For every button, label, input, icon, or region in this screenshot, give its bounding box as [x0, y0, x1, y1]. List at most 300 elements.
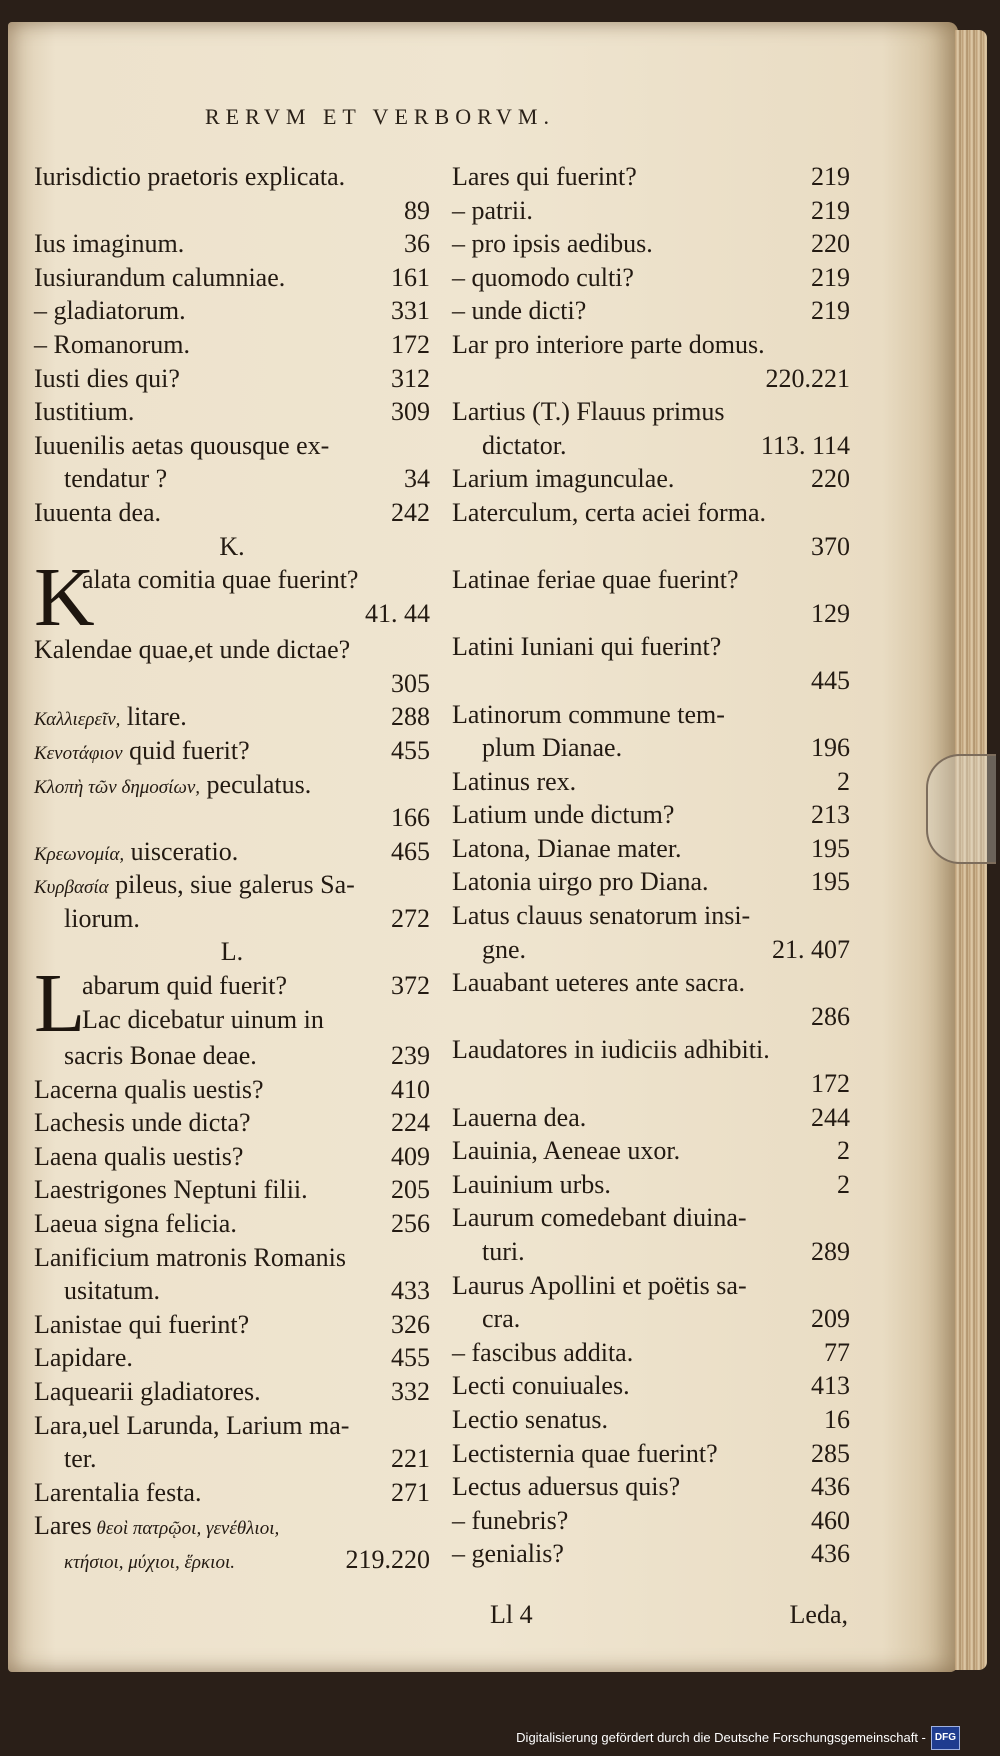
latin-term: Iusiurandum calumniae.: [34, 262, 286, 292]
entry-text: [452, 1134, 680, 1168]
latin-term: Iustitium.: [34, 397, 135, 427]
entry-text: [452, 1437, 718, 1471]
index-column-right: [452, 160, 850, 1571]
entry-text: [452, 630, 721, 664]
page-reference: 445: [811, 665, 850, 695]
entry-text: [452, 328, 765, 362]
index-entry: [82, 969, 430, 1003]
latin-term: Larentalia festa.: [34, 1477, 202, 1507]
entry-text: [34, 362, 180, 396]
page-reference: 331: [391, 296, 430, 326]
index-entry: [452, 1470, 850, 1504]
entry-text: [34, 1140, 243, 1174]
entry-text: [64, 1442, 97, 1476]
entry-text: [452, 1336, 633, 1370]
latin-term: Lares qui fuerint?: [452, 162, 637, 191]
entry-text: [482, 933, 526, 967]
index-entry: [34, 667, 430, 701]
latin-term: Latinus rex.: [452, 766, 577, 796]
latin-term: tendatur ?: [64, 464, 168, 494]
latin-term: Laudatores in iudiciis adhibiti.: [452, 1035, 770, 1065]
entry-text: [64, 1274, 160, 1308]
page-reference: 220: [811, 229, 850, 259]
entry-text: [452, 395, 724, 429]
page-reference: 77: [824, 1337, 850, 1367]
entry-text: [64, 1039, 257, 1073]
entry-text: [452, 1269, 747, 1303]
index-entry: [452, 1302, 850, 1336]
latin-term: – genialis?: [452, 1539, 564, 1569]
index-entry: [452, 362, 850, 396]
page-reference: 205: [391, 1175, 430, 1205]
latin-term: Laurum comedebant diuina-: [452, 1203, 747, 1233]
l-section: [34, 957, 430, 1051]
entry-text: [34, 1241, 346, 1275]
page-reference: 332: [391, 1377, 430, 1406]
index-entry: [452, 462, 850, 496]
page-reference: 436: [811, 1539, 850, 1569]
index-entry: [452, 1403, 850, 1437]
entry-text: [452, 563, 739, 597]
page-reference: 129: [811, 598, 850, 628]
entry-text: [34, 734, 250, 768]
entry-text: [64, 462, 167, 496]
greek-term: Κρεωνομία,: [34, 843, 125, 865]
page-reference: 220.221: [765, 363, 850, 393]
index-entry: [34, 160, 430, 194]
entry-text: [221, 935, 243, 969]
index-entry: [34, 902, 430, 936]
index-entry: [452, 1101, 850, 1135]
index-entry: [452, 1235, 850, 1269]
page-reference: 219: [811, 162, 850, 191]
index-entry: [34, 935, 430, 969]
page-reference: 89: [404, 195, 430, 225]
index-entry: [34, 1039, 430, 1073]
latin-term: Lectisternia quae fuerint?: [452, 1438, 718, 1468]
entry-text: [452, 160, 637, 194]
latin-term: Latini Iuniani qui fuerint?: [452, 632, 722, 662]
latin-term: Laeua signa felicia.: [34, 1209, 237, 1239]
greek-term: θεοὶ πατρῷοι, γενέθλιοι,: [91, 1518, 280, 1540]
entry-text: [34, 1476, 201, 1510]
digitization-credit: [516, 1728, 960, 1748]
index-entry: [452, 1201, 850, 1235]
latin-term: Lartius (T.) Flauus primus: [452, 397, 725, 427]
entry-text: [34, 868, 355, 902]
page-reference: 219.220: [345, 1544, 430, 1574]
latin-term: Laurus Apollini et poëtis sa-: [452, 1270, 747, 1300]
latin-term: Lecti conuiuales.: [452, 1371, 630, 1401]
index-entry: [452, 328, 850, 362]
latin-term: Lectus aduersus quis?: [452, 1472, 681, 1502]
index-entry: [452, 294, 850, 328]
index-entry: [34, 835, 430, 869]
entry-text: [34, 429, 329, 463]
latin-term: Ius imaginum.: [34, 229, 185, 259]
page-reference: 2: [837, 1136, 850, 1166]
latin-term: Lac dicebatur uinum in: [82, 1004, 324, 1034]
index-entry: [452, 765, 850, 799]
index-entry: [34, 1375, 430, 1409]
page-reference: 286: [811, 1001, 850, 1031]
index-entry: [452, 597, 850, 631]
page-reference: 34: [404, 464, 430, 494]
dropcap-k: K: [34, 551, 95, 645]
page-reference: 219: [811, 262, 850, 292]
page-reference: 436: [811, 1472, 850, 1502]
greek-term: Κενοτάφιον: [34, 742, 123, 764]
page-reference: 285: [811, 1438, 850, 1468]
page-footer: [488, 1600, 848, 1634]
latin-term: K.: [219, 531, 245, 561]
index-entry: [452, 194, 850, 228]
index-entry: [452, 899, 850, 933]
entry-text: [34, 768, 311, 802]
latin-term: Laena qualis uestis?: [34, 1141, 244, 1171]
latin-term: Laterculum, certa aciei forma.: [452, 497, 766, 527]
latin-term: Lauinia, Aeneae uxor.: [452, 1136, 681, 1166]
index-entry: [34, 1543, 430, 1577]
greek-term: κτήσιοι, μύχιοι, ἕρκιοι.: [64, 1551, 235, 1573]
page-reference: 166: [391, 803, 430, 833]
entry-text: [452, 1033, 770, 1067]
dfg-logo: DFG: [931, 1726, 960, 1750]
index-entry: [34, 1509, 430, 1543]
entry-text: [34, 1375, 261, 1409]
index-entry: [452, 1537, 850, 1571]
page-reference: 36: [404, 229, 430, 259]
index-entry: [34, 633, 430, 667]
page-reference: 288: [391, 702, 430, 732]
latin-term: Lar pro interiore parte domus.: [452, 329, 765, 359]
latin-term: Latonia uirgo pro Diana.: [452, 867, 709, 897]
index-entry: [452, 1336, 850, 1370]
latin-term: Latinae feriae quae fuerint?: [452, 565, 739, 595]
index-entry: [34, 1442, 430, 1476]
entry-text: [452, 194, 533, 228]
latin-term: Laquearii gladiatores.: [34, 1377, 261, 1406]
credit-text: Digitalisierung gefördert durch die Deutsche Forschungsgemeinschaft -: [516, 1730, 926, 1745]
latin-term: – patrii.: [452, 195, 533, 225]
latin-term: Lares: [34, 1511, 92, 1541]
latin-term: L.: [220, 937, 244, 967]
index-entry: [34, 1140, 430, 1174]
greek-term: Καλλιερεῖν,: [34, 709, 121, 731]
page-reference: 161: [391, 262, 430, 292]
latin-term: Lectio senatus.: [452, 1404, 608, 1434]
page-reference: 242: [391, 497, 430, 527]
entry-text: [452, 294, 586, 328]
page-reference: 309: [391, 397, 430, 427]
entry-text: [452, 1201, 747, 1235]
index-entry: [452, 395, 850, 429]
page-reference: 372: [391, 971, 430, 1001]
entry-text: [34, 496, 161, 530]
page-reference: 305: [391, 668, 430, 698]
entry-text: [482, 1235, 525, 1269]
latin-term: Latus clauus senatorum insi-: [452, 901, 751, 931]
entry-text: [64, 1543, 235, 1577]
page-reference: 370: [811, 531, 850, 561]
page-reference: 2: [837, 766, 850, 796]
entry-text: [34, 160, 345, 194]
index-entry: [34, 734, 430, 768]
latin-term: Lachesis unde dicta?: [34, 1108, 251, 1138]
page-reference: 460: [811, 1505, 850, 1535]
index-entry: [34, 362, 430, 396]
index-entry: [452, 1437, 850, 1471]
entry-text: [452, 865, 709, 899]
index-entry: [452, 630, 850, 664]
page-reference: 16: [824, 1404, 850, 1434]
dropcap-l: L: [34, 957, 86, 1051]
index-entry: [452, 429, 850, 463]
latin-term: plum Dianae.: [482, 733, 623, 763]
index-entry: [34, 1207, 430, 1241]
entry-text: [34, 633, 350, 667]
entry-text: [452, 899, 750, 933]
entry-text: [452, 1504, 568, 1538]
latin-term: – unde dicti?: [452, 296, 587, 326]
latin-term: Latona, Dianae mater.: [452, 833, 682, 863]
entry-text: [452, 1369, 630, 1403]
latin-term: liorum.: [64, 903, 140, 933]
page-reference: 239: [391, 1041, 430, 1071]
latin-term: usitatum.: [64, 1276, 161, 1306]
index-entry: [34, 868, 430, 902]
index-entry: [34, 801, 430, 835]
entry-text: [34, 261, 285, 295]
page-reference: 244: [811, 1102, 850, 1132]
index-entry: [452, 865, 850, 899]
latin-term: Lauabant ueteres ante sacra.: [452, 968, 746, 998]
entry-text: [34, 328, 190, 362]
page-reference: 272: [391, 903, 430, 933]
entry-text: [34, 1409, 349, 1443]
index-entry: [452, 832, 850, 866]
page-reference: 172: [391, 329, 430, 359]
index-entry: [452, 563, 850, 597]
running-head: RERVM ET VERBORVM.: [205, 104, 555, 129]
page-reference: 172: [811, 1069, 850, 1099]
index-entry: [452, 664, 850, 698]
entry-text: [34, 227, 184, 261]
entry-text: [452, 1168, 611, 1202]
latin-term: Iuuenta dea.: [34, 497, 162, 527]
entry-text: [34, 700, 187, 734]
entry-text: [452, 765, 576, 799]
index-entry: [452, 227, 850, 261]
index-entry: [34, 194, 430, 228]
entry-text: [452, 1101, 586, 1135]
entry-text: [34, 1073, 264, 1107]
index-entry: [34, 768, 430, 802]
index-entry: [34, 429, 430, 463]
entry-text: [452, 227, 653, 261]
page-reference: 213: [811, 800, 850, 830]
page-reference: 409: [391, 1141, 430, 1171]
latin-term: quid fuerit?: [122, 735, 250, 765]
latin-term: Lauerna dea.: [452, 1102, 587, 1132]
entry-text: [82, 563, 358, 597]
latin-term: Latinorum commune tem-: [452, 699, 725, 729]
index-entry: [34, 261, 430, 295]
index-column-left: [34, 160, 430, 1577]
latin-term: peculatus.: [200, 769, 312, 799]
latin-term: Lacerna qualis uestis?: [34, 1074, 264, 1104]
page-reference: 195: [811, 833, 850, 863]
latin-term: Lauinium urbs.: [452, 1169, 611, 1199]
page-reference: 289: [811, 1237, 850, 1266]
entry-text: [64, 902, 140, 936]
index-entry: [452, 1000, 850, 1034]
index-entry: [34, 1073, 430, 1107]
index-entry: [34, 1173, 430, 1207]
latin-term: ter.: [64, 1444, 97, 1474]
index-entry: [452, 933, 850, 967]
index-entry: [82, 597, 430, 631]
index-entry: [34, 395, 430, 429]
index-entry: [452, 530, 850, 564]
index-entry: [452, 1168, 850, 1202]
index-entry: [452, 1134, 850, 1168]
index-entry: [452, 966, 850, 1000]
index-entry: [34, 1308, 430, 1342]
latin-term: Laestrigones Neptuni filii.: [34, 1175, 308, 1205]
page-reference: 41. 44: [365, 598, 430, 628]
page-reference: 195: [811, 867, 850, 897]
index-entry: [34, 1274, 430, 1308]
latin-term: alata comitia quae fuerint?: [82, 565, 359, 595]
latin-term: – funebris?: [452, 1505, 569, 1535]
index-entry: [34, 700, 430, 734]
index-entry: [34, 496, 430, 530]
latin-term: abarum quid fuerit?: [82, 971, 288, 1001]
page-reference: 256: [391, 1209, 430, 1239]
entry-text: [34, 1207, 237, 1241]
catchword: Leda,: [789, 1600, 848, 1629]
entry-text: [452, 462, 674, 496]
index-entry: [34, 227, 430, 261]
index-entry: [452, 698, 850, 732]
greek-term: Κλοπὴ τῶν δημοσίων,: [34, 776, 201, 798]
latin-term: Iurisdictio praetoris explicata.: [34, 162, 346, 191]
latin-term: Lapidare.: [34, 1343, 133, 1373]
latin-term: Lanistae qui fuerint?: [34, 1309, 250, 1339]
index-entry: [34, 1106, 430, 1140]
latin-term: Larium imagunculae.: [452, 464, 675, 494]
index-entry: [452, 160, 850, 194]
page-reference: 271: [391, 1477, 430, 1507]
latin-term: litare.: [120, 702, 187, 732]
latin-term: cra.: [482, 1304, 521, 1334]
entry-text: [452, 1537, 564, 1571]
index-entry: [34, 1241, 430, 1275]
latin-term: Lanificium matronis Romanis: [34, 1242, 346, 1272]
entry-text: [219, 530, 244, 564]
entry-text: [34, 1106, 251, 1140]
entry-text: [34, 1509, 279, 1543]
index-entry: [34, 462, 430, 496]
latin-term: turi.: [482, 1237, 525, 1266]
entry-text: [452, 698, 725, 732]
page-reference: 220: [811, 464, 850, 494]
entry-text: [34, 1341, 133, 1375]
entry-text: [82, 969, 287, 1003]
page-reference: 410: [391, 1074, 430, 1104]
page-reference: 219: [811, 195, 850, 225]
page-reference: 455: [391, 735, 430, 765]
index-entry: [452, 1369, 850, 1403]
signature-mark: Ll 4: [490, 1600, 533, 1629]
latin-term: pileus, siue galerus Sa-: [108, 870, 355, 900]
page-reference: 209: [811, 1304, 850, 1334]
page-reference: 465: [391, 836, 430, 866]
index-entry: [452, 798, 850, 832]
entry-text: [452, 798, 674, 832]
page-reference: 455: [391, 1343, 430, 1373]
page-reference: 326: [391, 1309, 430, 1339]
index-entry: [452, 731, 850, 765]
entry-text: [482, 429, 566, 463]
page-reference: 312: [391, 363, 430, 393]
latin-term: – pro ipsis aedibus.: [452, 229, 653, 259]
page-reference: 196: [811, 733, 850, 763]
page-reference: 21. 407: [772, 934, 850, 964]
latin-term: – Romanorum.: [34, 329, 190, 359]
index-entry: [82, 1003, 430, 1037]
entry-text: [452, 966, 745, 1000]
index-entry: [34, 1476, 430, 1510]
entry-text: [452, 261, 634, 295]
page-reference: 221: [391, 1444, 430, 1474]
entry-text: [452, 1470, 680, 1504]
latin-term: Kalendae quae,et unde dictae?: [34, 635, 351, 665]
index-entry: [34, 328, 430, 362]
index-entry: [34, 1341, 430, 1375]
latin-term: Iuuenilis aetas quousque ex-: [34, 430, 330, 460]
page-reference: 413: [811, 1371, 850, 1401]
entry-text: [34, 835, 238, 869]
page-reference: 433: [391, 1276, 430, 1306]
entry-text: [482, 1302, 520, 1336]
index-entry: [452, 1269, 850, 1303]
index-entry: [82, 563, 430, 597]
latin-term: sacris Bonae deae.: [64, 1041, 257, 1071]
index-entry: [452, 496, 850, 530]
entry-text: [452, 496, 766, 530]
latin-term: Latium unde dictum?: [452, 800, 675, 830]
entry-text: [34, 1308, 249, 1342]
index-entry: [452, 1504, 850, 1538]
page-reference: 219: [811, 296, 850, 326]
page-reference: 113. 114: [760, 430, 850, 460]
entry-text: [452, 1403, 608, 1437]
entry-text: [34, 1173, 308, 1207]
entry-text: [34, 395, 134, 429]
page-reference: 224: [391, 1108, 430, 1138]
page-clip: [926, 754, 996, 864]
latin-term: – fascibus addita.: [452, 1337, 634, 1367]
index-entry: [34, 294, 430, 328]
page-reference: 2: [837, 1169, 850, 1199]
latin-term: – gladiatorum.: [34, 296, 186, 326]
latin-term: gne.: [482, 934, 527, 964]
index-entry: [452, 1067, 850, 1101]
latin-term: uisceratio.: [124, 836, 239, 866]
latin-term: dictator.: [482, 430, 567, 460]
